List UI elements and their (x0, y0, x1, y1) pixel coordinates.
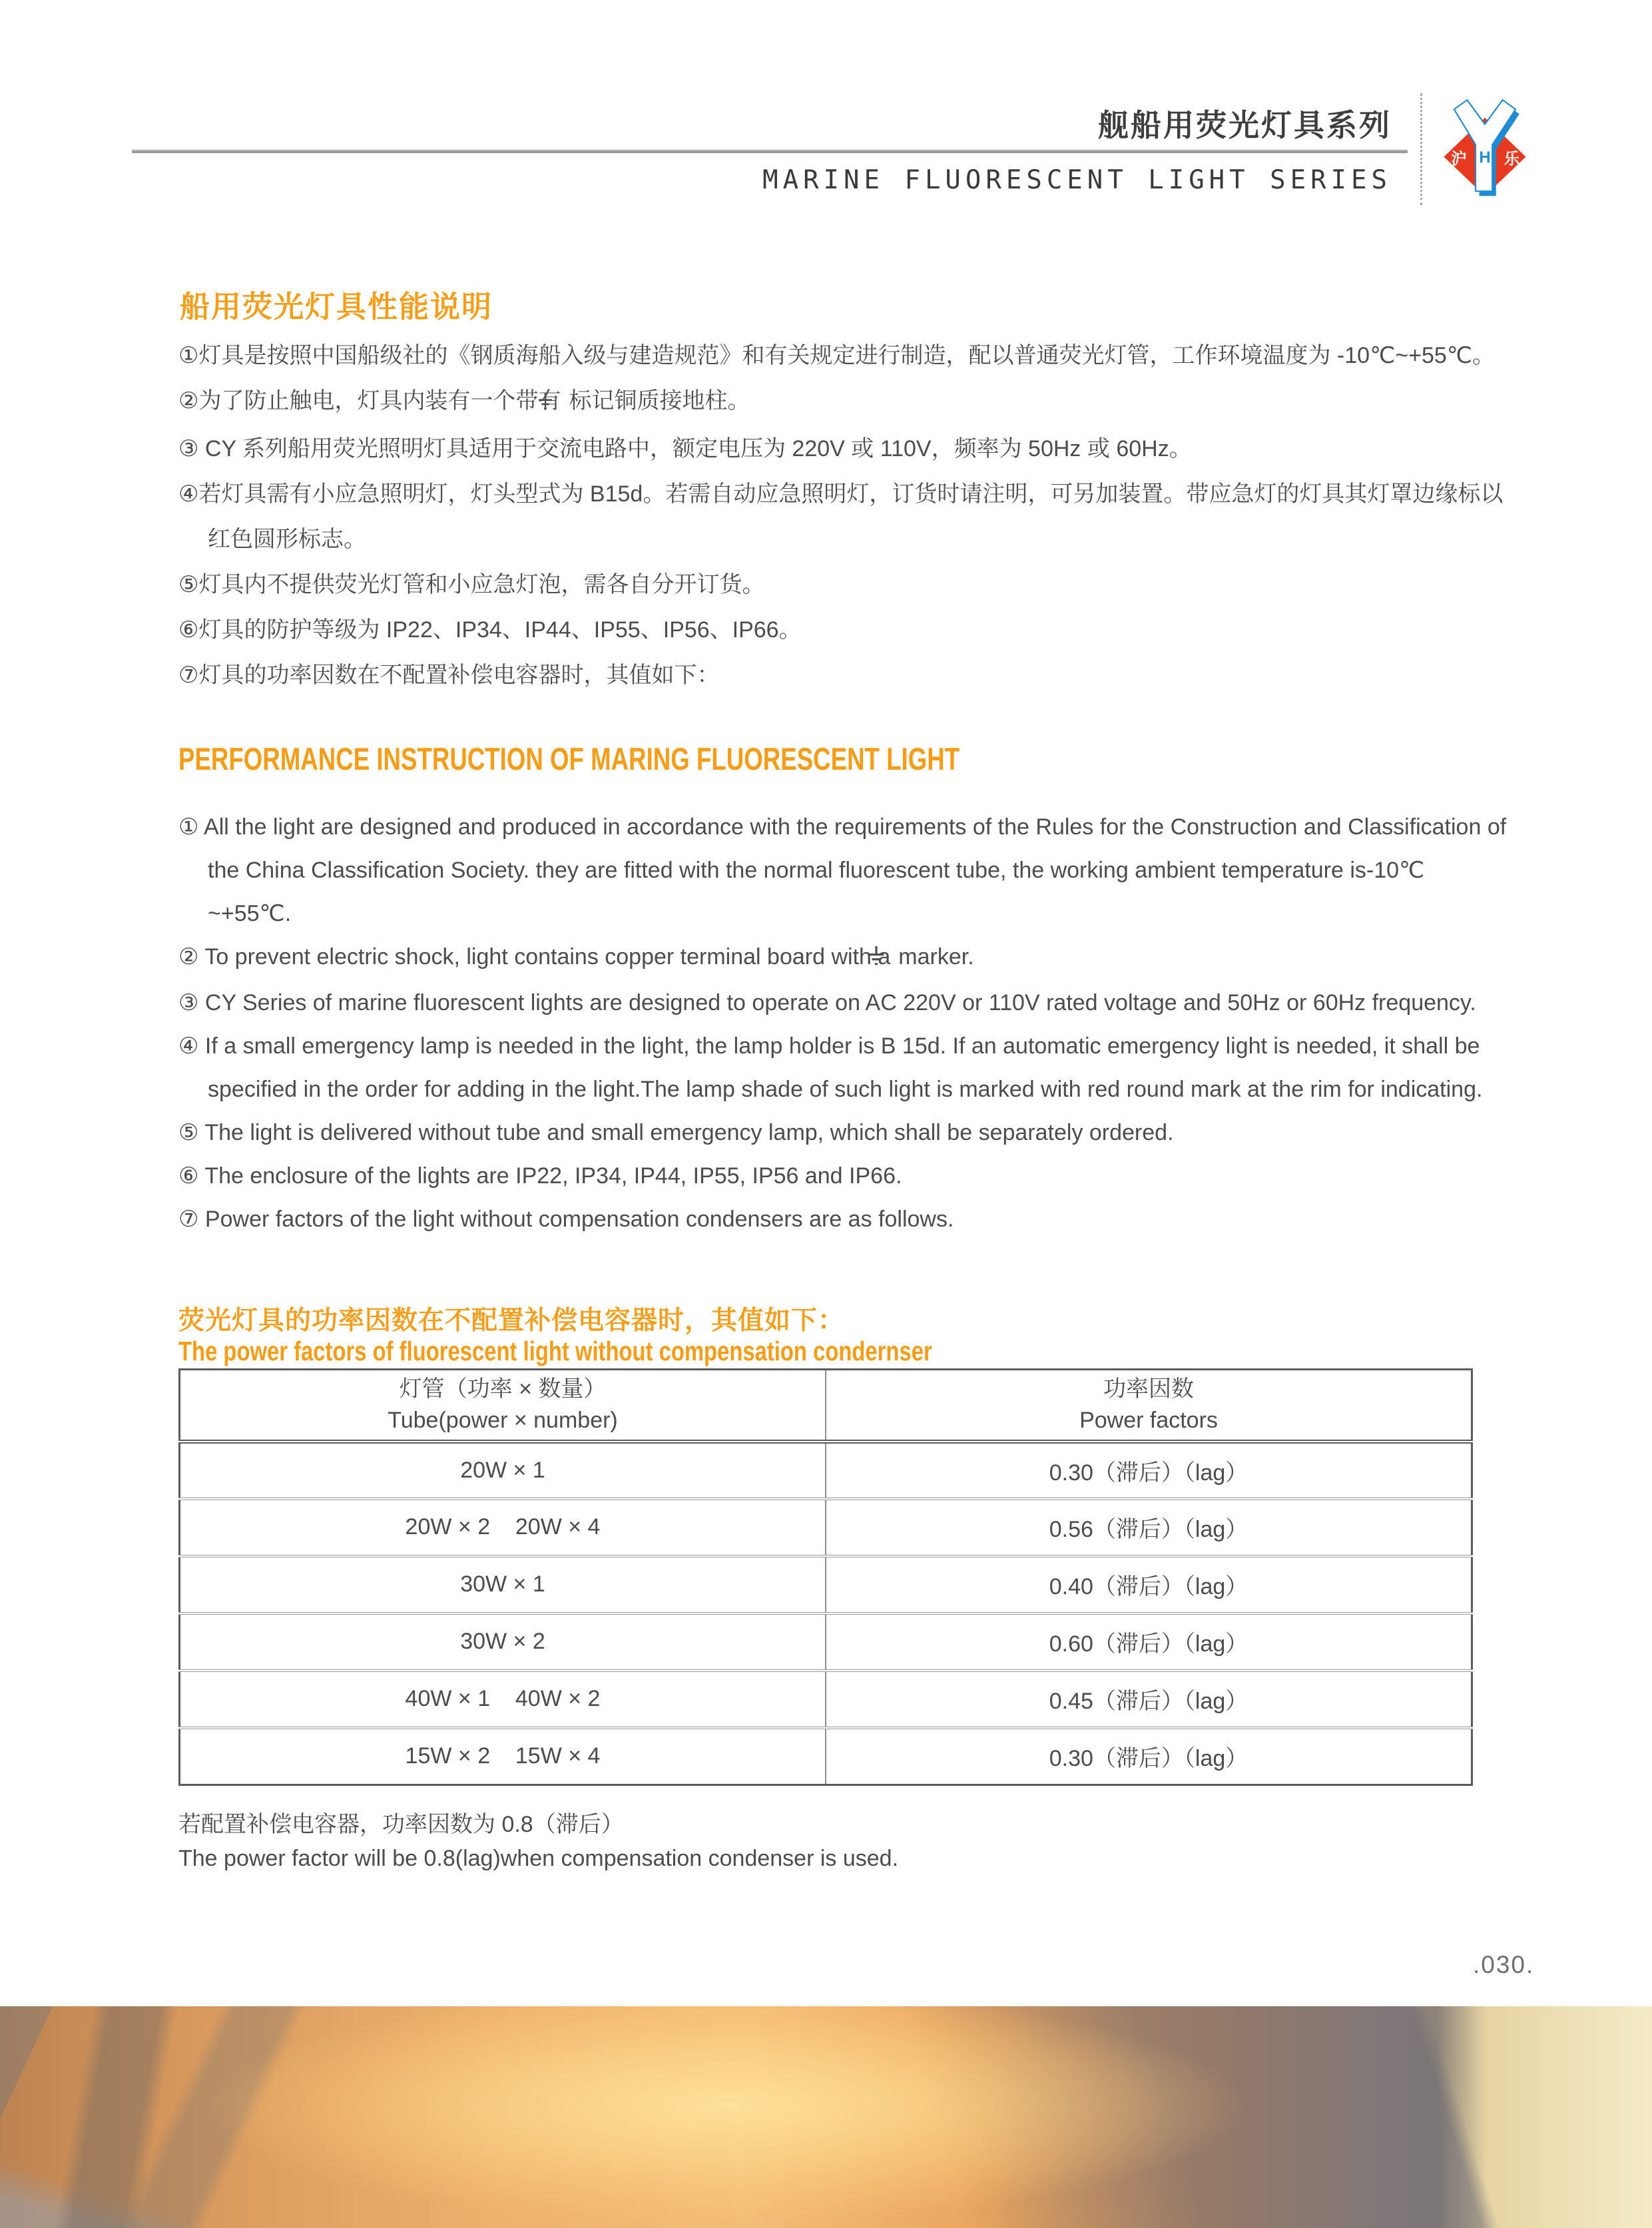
list-item: ① All the light are designed and produced in accordance with the requirements of the Rules for the Construction and Classification of the China Classification Society. they are fitted with the normal fluorescent tube, the working ambient temperature is-10℃ ~+55℃. (178, 814, 1507, 926)
list-item: ⑦ Power factors of the light without compensation condensers are as follows. (178, 1207, 954, 1232)
page-title-chinese: 舰船用荧光灯具系列 (1098, 108, 1392, 142)
power-factor-heading-chinese: 荧光灯具的功率因数在不配置补偿电容器时，其值如下： (178, 1306, 845, 1335)
table-row (180, 1613, 1472, 1671)
svg-text:乐: 乐 (1504, 150, 1520, 168)
table-row (180, 1728, 1472, 1785)
list-item: ③ CY Series of marine fluorescent lights are designed to operate on AC 220V or 110V rated voltage and 50Hz or 60Hz frequency. (178, 990, 1476, 1015)
tube-cell: 15W × 2 15W × 4 (180, 1728, 826, 1785)
power-factor-table (178, 1368, 1473, 1786)
table-note-english: The power factor will be 0.8(lag)when compensation condenser is used. (178, 1846, 899, 1871)
tube-cell: 30W × 2 (180, 1613, 826, 1671)
svg-text:H: H (1479, 148, 1491, 166)
column-header-tube-cn: 灯管（功率 × 数量） (399, 1376, 607, 1402)
column-header-tube (180, 1370, 826, 1442)
company-logo (1438, 97, 1531, 202)
list-item-text: marker. (898, 944, 974, 970)
column-header-pf-en: Power factors (1079, 1407, 1218, 1433)
table-header-row (180, 1370, 1472, 1442)
section-heading-english: PERFORMANCE INSTRUCTION OF MARING FLUORESCENT LIGHT (178, 741, 960, 776)
tube-cell: 30W × 1 (180, 1556, 826, 1613)
section-heading-chinese: 船用荧光灯具性能说明 (180, 290, 493, 324)
list-item (178, 936, 1508, 981)
table-note-chinese: 若配置补偿电容器，功率因数为 0.8（滞后） (178, 1812, 624, 1837)
header-rule (132, 149, 1408, 153)
list-item: ⑤灯具内不提供荧光灯管和小应急灯泡，需各自分开订货。 (178, 572, 765, 597)
power-factor-cell: 0.30（滞后）（lag） (826, 1728, 1472, 1785)
list-item-text: ②为了防止触电，灯具内装有一个带有 (178, 388, 561, 414)
list-item: ⑥灯具的防护等级为 IP22、IP34、IP44、IP55、IP56、IP66。 (178, 617, 802, 643)
power-factor-cell: 0.40（滞后）（lag） (826, 1556, 1472, 1613)
power-factor-cell: 0.30（滞后）（lag） (826, 1442, 1472, 1499)
list-item: ④ If a small emergency lamp is needed in the light, the lamp holder is B 15d. If an automatic emergency light is needed, it shall be specified in the order for adding in the light.The lamp shade of such light is marked with red round mark at the rim for indicating. (178, 1033, 1483, 1102)
list-item-text: 标记铜质接地柱。 (569, 388, 750, 414)
power-factor-cell: 0.60（滞后）（lag） (826, 1613, 1472, 1671)
list-item: ⑥ The enclosure of the lights are IP22, IP34, IP44, IP55, IP56 and IP66. (178, 1163, 902, 1189)
chinese-bullet-list (178, 333, 1505, 698)
table-row (180, 1671, 1472, 1728)
tube-cell: 20W × 1 (460, 1457, 545, 1483)
svg-text:沪: 沪 (1450, 150, 1467, 168)
power-factor-cell: 0.56（滞后）（lag） (826, 1499, 1472, 1556)
column-header-power-factor (826, 1370, 1472, 1442)
table-row (180, 1442, 1472, 1499)
tube-cell: 20W × 2 20W × 4 (180, 1499, 826, 1556)
power-factor-heading-english: The power factors of fluorescent light without compensation condernser (178, 1336, 932, 1366)
page-number: .030. (1473, 1951, 1535, 1978)
list-item: ⑤ The light is delivered without tube and small emergency lamp, which shall be separately ordered. (178, 1120, 1174, 1145)
list-item: ⑦灯具的功率因数在不配置补偿电容器时，其值如下： (178, 663, 720, 688)
page-title-english: MARINE FLUORESCENT LIGHT SERIES (762, 165, 1392, 195)
table-row (180, 1499, 1472, 1556)
tube-cell: 40W × 1 40W × 2 (180, 1671, 826, 1728)
column-header-pf-cn: 功率因数 (1103, 1376, 1194, 1402)
list-item (178, 378, 1505, 426)
list-item: ①灯具是按照中国船级社的《钢质海船入级与建造规范》和有关规定进行制造，配以普通荧光灯管，工作环境温度为 -10℃~+55℃。 (178, 343, 1495, 368)
company-logo-icon (1438, 97, 1531, 202)
list-item-text: ② To prevent electric shock, light contains copper terminal board with a (178, 944, 891, 970)
header-dotted-divider (1420, 93, 1422, 205)
power-factor-cell: 0.45（滞后）（lag） (826, 1671, 1472, 1728)
list-item: ③ CY 系列船用荧光照明灯具适用于交流电路中，额定电压为 220V 或 110V，频率为 50Hz 或 60Hz。 (178, 436, 1192, 461)
english-bullet-list (178, 806, 1508, 1241)
footer-photo (0, 2006, 1652, 2228)
column-header-tube-en: Tube(power × number) (388, 1407, 618, 1433)
list-item: ④若灯具需有小应急照明灯，灯头型式为 B15d。若需自动应急照明灯，订货时请注明，可另加装置。带应急灯的灯具其灯罩边缘标以红色圆形标志。 (178, 481, 1504, 552)
table-row (180, 1556, 1472, 1613)
